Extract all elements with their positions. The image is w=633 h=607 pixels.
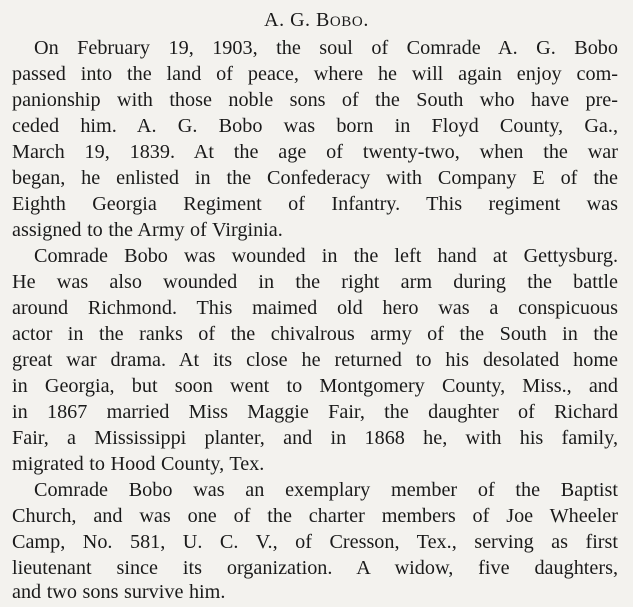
article-title xyxy=(0,8,633,34)
text-line: lieutenant since its organization. A widow, five daughters, xyxy=(12,557,618,579)
text-line: He was also wounded in the right arm during the battle xyxy=(12,271,618,293)
text-line: ceded him. A. G. Bobo was born in Floyd County, Ga., xyxy=(12,115,618,137)
text-line: March 19, 1839. At the age of twenty-two, when the war xyxy=(12,141,618,163)
text-line: passed into the land of peace, where he will again enjoy com- xyxy=(12,63,618,85)
text-line: began, he enlisted in the Confederacy with Company E of the xyxy=(12,167,618,189)
text-line: Comrade Bobo was an exemplary member of the Baptist xyxy=(34,479,618,501)
text-line: great war drama. At its close he returned to his desolated home xyxy=(12,349,618,371)
text-line: On February 19, 1903, the soul of Comrade A. G. Bobo xyxy=(34,37,618,59)
text-line: around Richmond. This maimed old hero was a conspicuous xyxy=(12,297,618,319)
text-line: assigned to the Army of Virginia. xyxy=(12,219,283,241)
text-line: in 1867 married Miss Maggie Fair, the daughter of Richard xyxy=(12,401,618,423)
title-main: A. G. B xyxy=(264,9,330,31)
text-line: migrated to Hood County, Tex. xyxy=(12,453,265,475)
text-line: and two sons survive him. xyxy=(12,581,226,603)
text-line: actor in the ranks of the chivalrous army of the South in the xyxy=(12,323,618,345)
text-line: Camp, No. 581, U. C. V., of Cresson, Tex., serving as first xyxy=(12,531,618,553)
title-smallcaps: OBO xyxy=(329,14,364,30)
text-line: in Georgia, but soon went to Montgomery County, Miss., and xyxy=(12,375,618,397)
text-line: Comrade Bobo was wounded in the left hand at Gettysburg. xyxy=(34,245,618,267)
text-line: Church, and was one of the charter members of Joe Wheeler xyxy=(12,505,618,527)
text-line: Fair, a Mississippi planter, and in 1868 he, with his family, xyxy=(12,427,618,449)
text-line: panionship with those noble sons of the South who have pre- xyxy=(12,89,618,111)
text-line: Eighth Georgia Regiment of Infantry. This regiment was xyxy=(12,193,618,215)
title-end: . xyxy=(363,9,369,31)
